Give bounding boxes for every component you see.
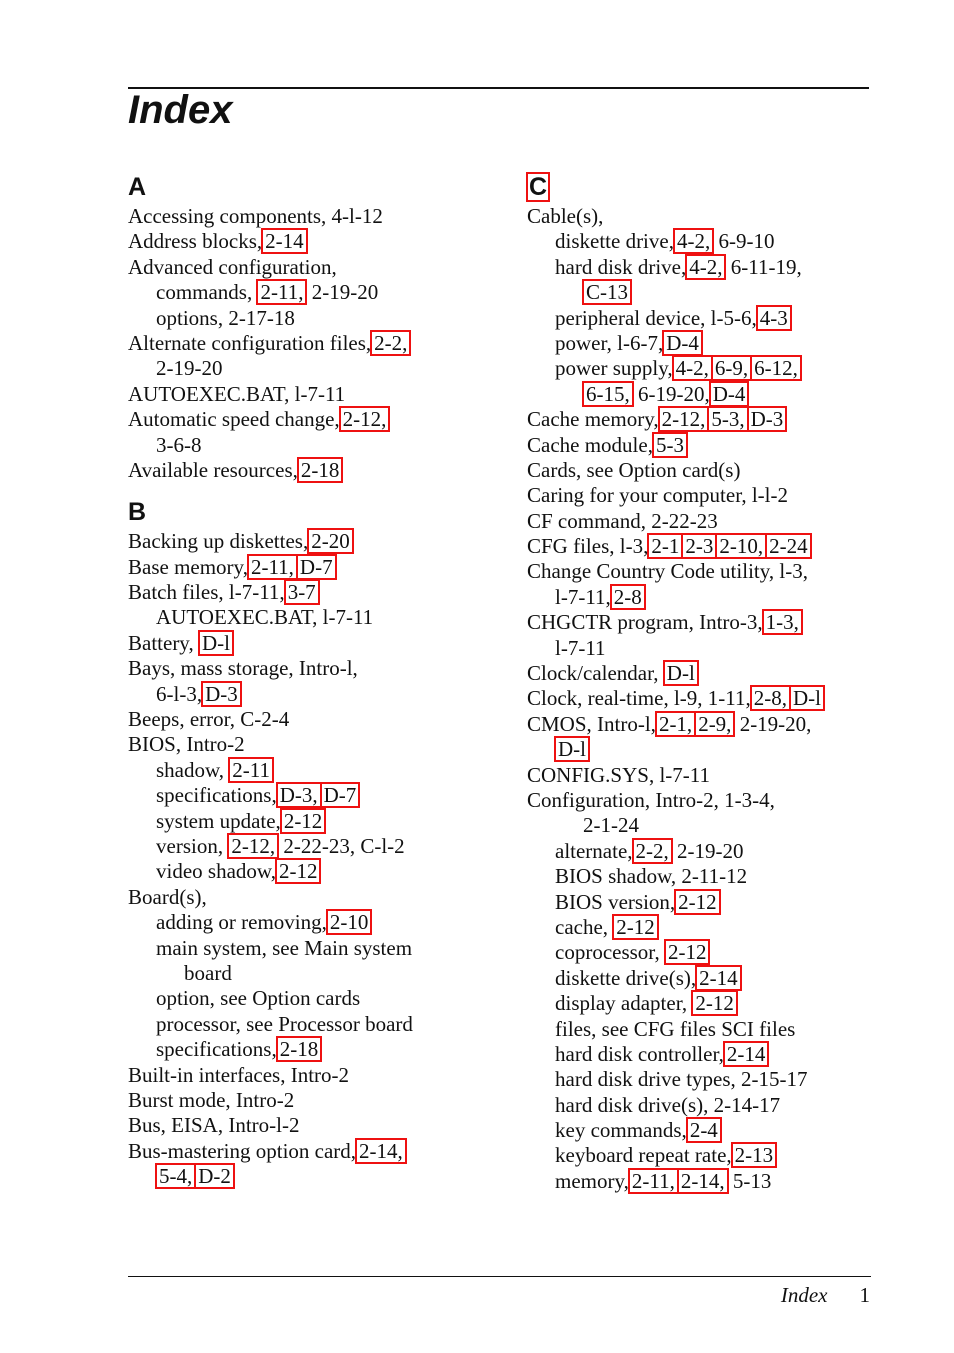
index-entry — [527, 610, 887, 635]
index-entry — [128, 707, 488, 732]
entry-text: keyboard repeat rate, — [555, 1143, 732, 1168]
entry-text: board — [184, 960, 232, 985]
entry-text: diskette drive(s), — [555, 965, 697, 990]
index-subentry — [527, 940, 887, 965]
page-reference-link[interactable]: 2-1 — [648, 534, 682, 558]
entry-text: specifications, — [156, 783, 277, 808]
entry-text: peripheral device, l-5-6, — [555, 305, 757, 330]
index-entry — [128, 407, 488, 432]
index-entry — [527, 788, 887, 813]
entry-text: video shadow, — [156, 859, 276, 884]
index-subentry — [527, 737, 887, 762]
index-subentry — [527, 1143, 887, 1168]
page-reference-link[interactable]: 2-4 — [687, 1118, 721, 1142]
entry-text: commands, — [156, 280, 258, 305]
entry-text: 2-1-24 — [583, 813, 639, 838]
entry-text: Burst mode, Intro-2 — [128, 1087, 295, 1112]
page-reference-link[interactable]: 2-24 — [766, 534, 811, 558]
index-entry — [527, 458, 887, 483]
entry-text: processor, see Processor board — [156, 1011, 413, 1036]
page-reference-link[interactable]: 2-12 — [692, 991, 737, 1015]
entry-text: Bus, EISA, Intro-l-2 — [128, 1113, 300, 1138]
page-reference-link[interactable]: D-4 — [663, 331, 702, 355]
index-entry — [527, 686, 887, 711]
page-reference-link[interactable]: 6-15, — [583, 382, 633, 406]
index-entry — [527, 559, 887, 584]
index-entry — [527, 509, 887, 534]
entry-text: CFG files, l-3, — [527, 534, 649, 559]
page-reference-link[interactable]: 2-11, — [248, 555, 297, 579]
page-reference-link[interactable]: D-3, — [277, 783, 321, 807]
page-reference-link[interactable]: 2-14, — [356, 1139, 406, 1163]
entry-text: hard disk controller, — [555, 1041, 724, 1066]
index-subentry — [527, 306, 887, 331]
entry-text: 2-22-23, C-l-2 — [278, 833, 405, 858]
index-entry — [128, 1139, 488, 1164]
index-entry — [128, 382, 488, 407]
entry-text: Bays, mass storage, Intro-l, — [128, 656, 358, 681]
page-reference-link[interactable]: 2-12, — [659, 407, 709, 431]
entry-text: Bus-mastering option card, — [128, 1138, 357, 1163]
index-subentry — [128, 783, 488, 808]
index-entry — [128, 255, 488, 280]
entry-text: option, see Option cards — [156, 986, 361, 1011]
index-entry — [128, 555, 488, 580]
index-subentry — [527, 864, 887, 889]
index-subentry — [527, 1093, 887, 1118]
entry-text: hard disk drive(s), 2-14-17 — [555, 1092, 781, 1117]
page-reference-link[interactable]: 2-3 — [682, 534, 716, 558]
entry-text: l-7-11, — [555, 584, 611, 609]
index-subentry — [527, 382, 887, 407]
entry-text: Cable(s), — [527, 204, 604, 228]
page-reference-link[interactable]: 2-10 — [327, 910, 372, 934]
entry-text: CF command, 2-22-23 — [527, 508, 718, 533]
page-reference-link[interactable]: D-3 — [202, 682, 241, 706]
entry-text: Automatic speed change, — [128, 407, 340, 432]
entry-text: adding or removing, — [156, 910, 327, 935]
page-reference-link[interactable]: 2-11, — [629, 1169, 678, 1193]
entry-text: hard disk drive, — [555, 254, 687, 279]
entry-text: Clock, real-time, l-9, 1-11, — [527, 686, 751, 711]
entry-text: Cache module, — [527, 432, 653, 457]
section-letter — [527, 170, 887, 204]
entry-text: 5-13 — [727, 1168, 772, 1193]
page-title: Index — [128, 88, 233, 132]
entry-text: alternate, — [555, 838, 633, 863]
index-subentry — [527, 1067, 887, 1092]
page-reference-link[interactable]: 2-2, — [633, 839, 672, 863]
top-rule — [128, 87, 869, 89]
page-reference-link[interactable]: 1-3, — [763, 610, 802, 634]
page-reference-link[interactable]: 2-12 — [613, 915, 658, 939]
index-entry — [128, 631, 488, 656]
entry-text: version, — [156, 833, 229, 858]
index-subentry — [527, 1169, 887, 1194]
index-subentry — [128, 910, 488, 935]
page-reference-link[interactable]: 2-8, — [751, 686, 790, 710]
entry-text: CONFIG.SYS, l-7-11 — [527, 762, 710, 787]
page-reference-link[interactable]: 2-12 — [665, 940, 710, 964]
index-entry — [527, 483, 887, 508]
index-subentry — [128, 834, 488, 859]
page-reference-link[interactable]: 2-12 — [281, 809, 326, 833]
entry-text: Battery, — [128, 630, 199, 655]
entry-text: 2-19-20 — [671, 838, 744, 863]
page-reference-link[interactable]: 2-14 — [262, 229, 307, 253]
index-entry — [527, 763, 887, 788]
entry-text: 6-l-3, — [156, 681, 203, 706]
entry-text: Cache memory, — [527, 407, 659, 432]
page-reference-link[interactable]: 2-11 — [229, 758, 273, 782]
index-subentry — [527, 915, 887, 940]
index-entry — [128, 885, 488, 910]
entry-text: Caring for your computer, l-l-2 — [527, 483, 789, 508]
entry-text: BIOS shadow, 2-11-12 — [555, 864, 748, 889]
index-entry — [128, 458, 488, 483]
index-subentry — [527, 229, 887, 254]
index-entry — [128, 331, 488, 356]
index-entry — [128, 529, 488, 554]
bottom-rule — [128, 1276, 871, 1277]
index-subentry — [527, 890, 887, 915]
index-subentry — [527, 813, 887, 838]
entry-text: l-7-11 — [555, 635, 606, 660]
footer-label: Index — [780, 1283, 828, 1307]
entry-text: 2-19-20, — [734, 711, 812, 736]
page-number: 1 — [859, 1283, 870, 1307]
index-subentry — [128, 280, 488, 305]
page-reference-link[interactable]: 5-3, — [708, 407, 747, 431]
index-subentry — [128, 433, 488, 458]
page-reference-link[interactable]: D-7 — [321, 783, 360, 807]
index-subentry — [128, 356, 488, 381]
entry-text: Base memory, — [128, 554, 248, 579]
page-reference-link[interactable]: 2-1, — [656, 712, 695, 736]
index-subentry — [128, 1012, 488, 1037]
page-reference-link[interactable]: D-l — [664, 661, 698, 685]
page-reference-link[interactable]: 2-12, — [340, 407, 390, 431]
page-reference-link[interactable]: 2-2, — [371, 331, 410, 355]
index-subentry — [527, 1118, 887, 1143]
entry-text: memory, — [555, 1168, 629, 1193]
index-subentry — [128, 758, 488, 783]
entry-text: Board(s), — [128, 884, 207, 909]
entry-text: power, l-6-7, — [555, 330, 664, 355]
page-reference-link[interactable]: D-l — [790, 686, 824, 710]
entry-text: CMOS, Intro-l, — [527, 711, 656, 736]
index-entry — [527, 661, 887, 686]
entry-text: Advanced configuration, — [128, 254, 337, 279]
entry-text: 2-19-20 — [156, 356, 223, 381]
index-subentry — [128, 961, 488, 986]
entry-text: options, 2-17-18 — [156, 305, 295, 330]
index-subentry — [527, 585, 887, 610]
entry-text: system update, — [156, 808, 281, 833]
page-reference-link[interactable]: 2-20 — [308, 529, 353, 553]
entry-text: Cards, see Option card(s) — [527, 457, 741, 482]
index-subentry — [527, 1017, 887, 1042]
page-footer — [781, 1281, 870, 1309]
page-reference-link[interactable]: D-7 — [297, 555, 336, 579]
index-subentry — [527, 966, 887, 991]
index-column-left — [128, 168, 488, 1189]
index-subentry — [128, 1037, 488, 1062]
entry-text: cache, — [555, 914, 614, 939]
entry-text: Built-in interfaces, Intro-2 — [128, 1062, 350, 1087]
page-reference-link[interactable]: 3-7 — [285, 580, 319, 604]
index-entry — [128, 1113, 488, 1138]
index-entry — [527, 407, 887, 432]
index-entry — [527, 534, 887, 559]
entry-text: shadow, — [156, 757, 230, 782]
entry-text: Backing up diskettes, — [128, 529, 309, 554]
entry-text: 6-19-20, — [632, 381, 710, 406]
entry-text: main system, see Main system — [156, 935, 413, 960]
entry-text: BIOS version, — [555, 889, 676, 914]
index-subentry — [527, 255, 887, 280]
index-entry — [128, 732, 488, 757]
entry-text: 3-6-8 — [156, 432, 202, 457]
entry-text: Available resources, — [128, 457, 298, 482]
index-entry — [527, 712, 887, 737]
entry-text: 6-9-10 — [713, 229, 775, 254]
page-reference-link[interactable]: 2-14, — [678, 1169, 728, 1193]
page-reference-link[interactable]: 2-14 — [724, 1042, 769, 1066]
index-subentry — [527, 1042, 887, 1067]
page-reference-link[interactable]: 5-3 — [653, 433, 687, 457]
index-subentry — [128, 986, 488, 1011]
section-letter-text: B — [128, 498, 147, 527]
page-reference-link[interactable]: D-4 — [710, 382, 749, 406]
index-subentry — [527, 280, 887, 305]
entry-text: files, see CFG files SCI files — [555, 1016, 796, 1041]
index-subentry — [527, 356, 887, 381]
page-reference-link[interactable]: 6-12, — [751, 356, 801, 380]
index-entry — [128, 204, 488, 229]
page-reference-link[interactable]: 2-12, — [228, 834, 278, 858]
index-entry — [128, 1088, 488, 1113]
entry-text: AUTOEXEC.BAT, l-7-11 — [156, 605, 374, 630]
index-subentry — [527, 636, 887, 661]
entry-text: Beeps, error, C-2-4 — [128, 707, 290, 732]
index-subentry — [128, 306, 488, 331]
page-reference-link[interactable]: 2-18 — [277, 1037, 322, 1061]
section-letter-text: C — [529, 173, 548, 201]
page-reference-link[interactable]: 4-2, — [673, 356, 712, 380]
page-reference-link[interactable]: 2-18 — [298, 458, 343, 482]
entry-text: Clock/calendar, — [527, 661, 664, 686]
section-letter — [128, 170, 488, 204]
page-reference-link[interactable]: 6-9, — [712, 356, 751, 380]
page-reference-link[interactable]: C-13 — [583, 280, 631, 304]
page-reference-link[interactable]: 5-4, — [156, 1164, 195, 1188]
entry-text: 6-11-19, — [725, 254, 802, 279]
entry-text: Accessing components, 4-l-12 — [128, 204, 383, 228]
entry-text: specifications, — [156, 1037, 277, 1062]
index-subentry — [128, 809, 488, 834]
entry-text: coprocessor, — [555, 940, 665, 965]
entry-text: CHGCTR program, Intro-3, — [527, 610, 763, 635]
entry-text: key commands, — [555, 1118, 687, 1143]
index-subentry — [527, 331, 887, 356]
index-entry — [128, 656, 488, 681]
page-reference-link[interactable]: 2-13 — [732, 1143, 777, 1167]
index-entry — [128, 229, 488, 254]
entry-text: power supply, — [555, 356, 673, 381]
entry-text: Address blocks, — [128, 229, 263, 254]
page-reference-link[interactable]: 2-10, — [716, 534, 766, 558]
index-entry — [527, 204, 887, 229]
entry-text: Batch files, l-7-11, — [128, 580, 285, 605]
page-reference-link[interactable]: D-3 — [748, 407, 787, 431]
page-reference-link[interactable]: D-l — [199, 631, 233, 655]
entry-text: Configuration, Intro-2, 1-3-4, — [527, 787, 775, 812]
index-subentry — [128, 1164, 488, 1189]
entry-text: hard disk drive types, 2-15-17 — [555, 1067, 808, 1092]
page-reference-link[interactable]: D-l — [555, 737, 589, 761]
entry-text: Alternate configuration files, — [128, 330, 372, 355]
entry-text: 2-19-20 — [306, 280, 379, 305]
page-reference-link[interactable]: 2-8 — [611, 585, 645, 609]
section-letter-text: A — [128, 173, 147, 201]
index-subentry — [527, 991, 887, 1016]
entry-text: AUTOEXEC.BAT, l-7-11 — [128, 381, 346, 406]
page-reference-link[interactable]: 2-11, — [257, 280, 306, 304]
page-reference-link[interactable]: 4-2, — [686, 255, 725, 279]
entry-text: diskette drive, — [555, 229, 674, 254]
entry-text: BIOS, Intro-2 — [128, 732, 245, 757]
index-subentry — [128, 859, 488, 884]
page-reference-link[interactable]: D-2 — [195, 1164, 234, 1188]
page-reference-link[interactable]: 2-12 — [276, 859, 321, 883]
page-reference-link[interactable]: 2-12 — [675, 890, 720, 914]
page-reference-link[interactable]: 2-14 — [696, 966, 741, 990]
index-subentry — [128, 936, 488, 961]
index-subentry — [128, 682, 488, 707]
entry-text: Change Country Code utility, l-3, — [527, 559, 808, 584]
section-letter — [128, 495, 488, 529]
index-entry — [527, 433, 887, 458]
page-reference-link[interactable]: 4-3 — [757, 306, 791, 330]
index-entry — [128, 1063, 488, 1088]
entry-text: display adapter, — [555, 991, 693, 1016]
index-subentry — [128, 605, 488, 630]
page-reference-link[interactable]: 2-9, — [695, 712, 734, 736]
index-entry — [128, 580, 488, 605]
page-reference-link[interactable]: 4-2, — [674, 229, 713, 253]
index-column-right — [527, 168, 887, 1194]
index-subentry — [527, 839, 887, 864]
